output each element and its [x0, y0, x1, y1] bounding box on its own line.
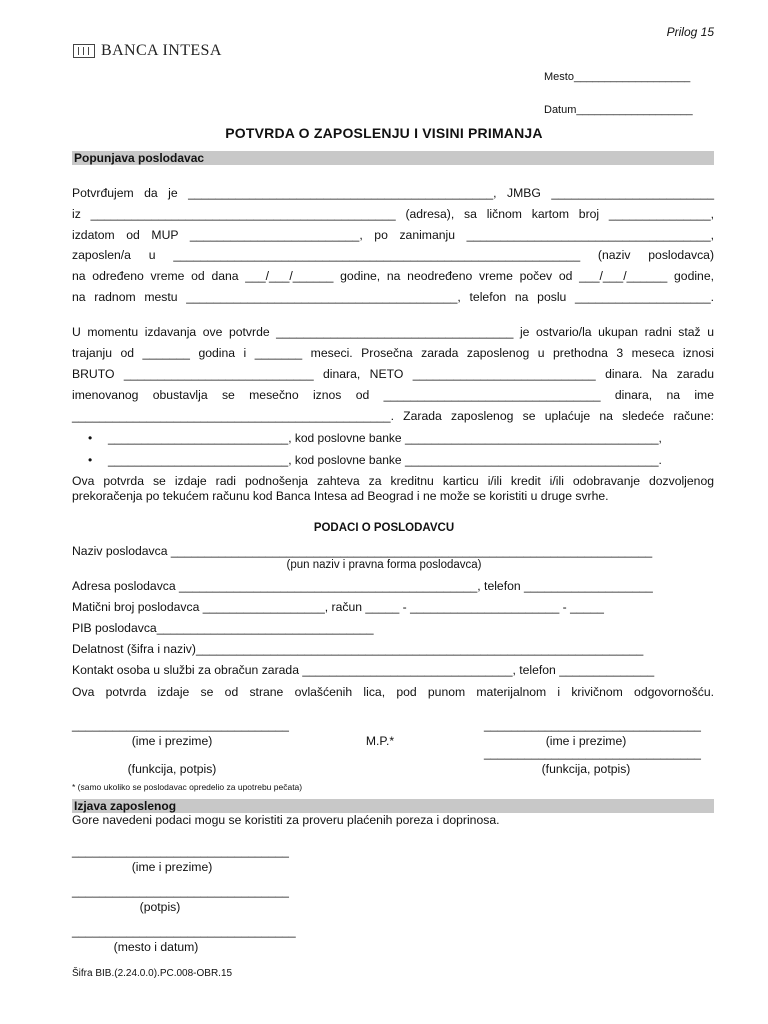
- employee-consent-text: Gore navedeni podaci mogu se koristiti za proveru plaćenih poreza i doprinosa.: [72, 813, 500, 827]
- place-field[interactable]: Mesto___________________: [544, 71, 691, 83]
- employer-pib-field[interactable]: PIB poslodavca________________________________: [72, 621, 374, 635]
- employer-activity-field[interactable]: Delatnost (šifra i naziv)__________________________________________________________________: [72, 642, 644, 656]
- signature-line-left[interactable]: ________________________________: [72, 718, 289, 732]
- stamp-label: M.P.*: [365, 734, 395, 748]
- account-line[interactable]: ___________________________, kod poslovne banke ______________________________________,: [108, 431, 662, 445]
- employer-id-field[interactable]: Matični broj poslodavca __________________, račun _____ - ______________________ - _____: [72, 600, 604, 614]
- paragraph-line[interactable]: imenovanog obustavlja se mesečno iznos od ________________________________ dinara, na ime: [72, 388, 714, 402]
- form-line[interactable]: zaposlen/a u ____________________________________________________________ (naziv poslodavca): [72, 248, 714, 262]
- form-line[interactable]: na određeno vreme od dana ___/___/______ godine, na neodređeno vreme počev od ___/___/______ godine,: [72, 269, 714, 283]
- paragraph-line[interactable]: BRUTO ____________________________ dinara, NETO ___________________________ dinara. Na zaradu: [72, 367, 714, 381]
- signature-line-right-2[interactable]: ________________________________: [484, 746, 701, 760]
- bullet-icon: •: [88, 431, 93, 445]
- page-title: POTVRDA O ZAPOSLENJU I VISINI PRIMANJA: [225, 125, 543, 141]
- employer-address-field[interactable]: Adresa poslodavca ____________________________________________, telefon ___________________: [72, 579, 653, 593]
- form-line[interactable]: iz _____________________________________________ (adresa), sa ličnom kartom broj _______________,: [72, 207, 714, 221]
- paragraph-line[interactable]: trajanju od _______ godina i _______ meseci. Prosečna zarada zaposlenog u prethodna 3 meseca iznosi: [72, 346, 714, 360]
- bank-logo-icon: [73, 44, 95, 58]
- bullet-icon: •: [88, 453, 93, 467]
- paragraph-line[interactable]: _______________________________________________. Zarada zaposlenog se uplaćuje na sledeće račune:: [72, 409, 714, 423]
- bank-name: BANCA INTESA: [101, 42, 222, 59]
- place-date-label: (mesto i datum): [113, 940, 199, 954]
- section-bar-employee: Izjava zaposlenog: [72, 799, 714, 813]
- date-field[interactable]: Datum___________________: [544, 104, 693, 116]
- place-date-line[interactable]: _________________________________: [72, 924, 296, 938]
- contact-person-field[interactable]: Kontakt osoba u službi za obračun zarada _______________________________, telefon ______________: [72, 663, 655, 677]
- section-bar-employer: Popunjava poslodavac: [72, 151, 714, 165]
- bank-logo: [73, 42, 222, 60]
- liability-statement: Ova potvrda izdaje se od strane ovlašćenih lica, pod punom materijalnom i krivičnom odgovornošću.: [72, 685, 714, 699]
- signature-name-right: (ime i prezime): [545, 734, 627, 748]
- employee-name-label: (ime i prezime): [131, 860, 213, 874]
- paragraph-line[interactable]: U momentu izdavanja ove potvrde ___________________________________ je ostvario/la ukupan radni staž u: [72, 325, 714, 339]
- employee-name-line[interactable]: ________________________________: [72, 844, 289, 858]
- form-code: Šifra BIB.(2.24.0.0).PC.008-OBR.15: [72, 968, 233, 979]
- employer-name-hint: (pun naziv i pravna forma poslodavca): [286, 559, 482, 571]
- employee-signature-line[interactable]: ________________________________: [72, 884, 289, 898]
- attachment-label: Prilog 15: [666, 25, 714, 39]
- signature-line-right[interactable]: ________________________________: [484, 718, 701, 732]
- stamp-footnote: * (samo ukoliko se poslodavac opredelio za upotrebu pečata): [72, 782, 303, 792]
- signature-function-left: (funkcija, potpis): [127, 762, 217, 776]
- note-line: Ova potvrda se izdaje radi podnošenja zahteva za kreditnu karticu i/ili kredit i/ili odobravanje dozvoljenog: [72, 474, 714, 488]
- employer-data-heading: PODACI O POSLODAVCU: [313, 522, 455, 534]
- employee-signature-label: (potpis): [139, 900, 181, 914]
- employer-name-field[interactable]: Naziv poslodavca _______________________________________________________________________: [72, 544, 653, 558]
- form-line[interactable]: Potvrđujem da je _____________________________________________, JMBG ________________________: [72, 186, 714, 200]
- form-line[interactable]: izdatom od MUP _________________________, po zanimanju ____________________________________,: [72, 228, 714, 242]
- note-line: prekoračenja po tekućem računu kod Banca Intesa ad Beograd i ne može se koristiti u druge svrhe.: [72, 489, 609, 503]
- account-line[interactable]: ___________________________, kod poslovne banke ______________________________________.: [108, 453, 662, 467]
- form-line[interactable]: na radnom mestu ________________________________________, telefon na poslu ____________________.: [72, 290, 714, 304]
- signature-function-right: (funkcija, potpis): [541, 762, 631, 776]
- signature-name-left: (ime i prezime): [131, 734, 213, 748]
